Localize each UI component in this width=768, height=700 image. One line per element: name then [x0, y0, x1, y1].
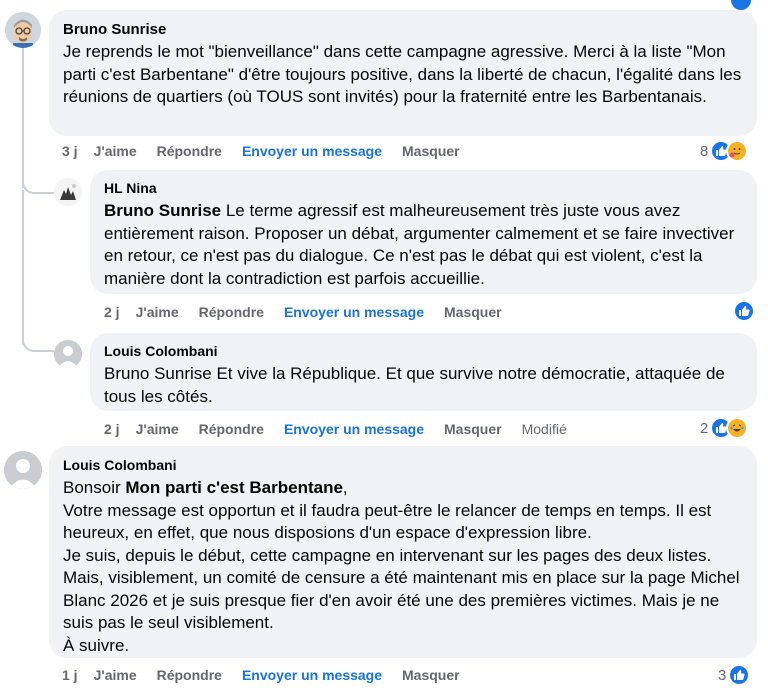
like-icon	[728, 664, 750, 686]
comment-bubble	[49, 446, 757, 658]
reply-button[interactable]: Répondre	[156, 143, 222, 159]
thread-line	[22, 190, 24, 345]
comment-bubble	[90, 170, 757, 294]
reactions[interactable]	[733, 300, 755, 322]
hide-button[interactable]: Masquer	[402, 143, 460, 159]
comment-actions	[104, 420, 587, 438]
thread-connector	[22, 180, 54, 194]
comment-author[interactable]: HL Nina	[104, 180, 157, 196]
comment-actions	[62, 142, 480, 160]
mention-link[interactable]: Bruno Sunrise	[104, 201, 222, 220]
comment-body: Le terme agressif est malheureusement très juste vous avez entièrement raison. Proposer un débat, argumenter calmement et se faire invectiver en retour, ce n'est pas du dialogue. Ce n'est pas le débat qui est violent, c'est la manière dont la contradiction est parfois accueillie.	[104, 201, 735, 288]
reaction-count: 2	[700, 419, 709, 437]
mention-link[interactable]: Mon parti c'est Barbentane	[125, 478, 343, 497]
reactions[interactable]	[718, 664, 750, 686]
reply-button[interactable]: Répondre	[198, 421, 264, 437]
avatar[interactable]	[54, 178, 82, 206]
paragraph: Votre message est opportun et il faudra peut-être le relancer de temps en temps. Il est heureux, en effet, que nous disposions d'un espace d'expression libre.	[63, 500, 712, 542]
comment-author[interactable]: Bruno Sunrise	[63, 21, 167, 38]
avatar[interactable]	[54, 340, 82, 368]
comment-text	[104, 200, 743, 290]
thread-connector	[22, 338, 54, 352]
comment-bubble	[90, 333, 757, 411]
send-message-button[interactable]: Envoyer un message	[241, 143, 383, 159]
hide-button[interactable]: Masquer	[444, 421, 502, 437]
like-button[interactable]: J'aime	[135, 304, 179, 320]
laugh-emoji-icon	[726, 417, 748, 439]
paragraph: Je suis, depuis le début, cette campagne en intervenant sur les pages des deux listes. Mais, visiblement, un comité de censure a été maintenant mis en place sur la page Michel Blanc 2026 et je suis presque fier d'en avoir été une des premières victimes. Mais je ne suis pas le seul visiblement.	[63, 545, 740, 632]
comment-text	[63, 477, 743, 657]
timestamp[interactable]: 3 j	[62, 143, 78, 159]
paragraph: À suivre.	[63, 635, 130, 655]
hide-button[interactable]: Masquer	[444, 304, 502, 320]
thread-line	[22, 48, 24, 188]
comment-actions	[104, 303, 522, 321]
send-message-button[interactable]: Envoyer un message	[283, 421, 425, 437]
like-icon	[733, 300, 755, 322]
like-button[interactable]: J'aime	[135, 421, 179, 437]
like-button[interactable]: J'aime	[93, 143, 137, 159]
reply-button[interactable]: Répondre	[198, 304, 264, 320]
reaction-count: 8	[700, 142, 709, 160]
like-button[interactable]: J'aime	[93, 667, 137, 683]
reactions[interactable]	[700, 140, 748, 162]
send-message-button[interactable]: Envoyer un message	[241, 667, 383, 683]
greeting: Bonsoir	[63, 478, 126, 497]
reply-button[interactable]: Répondre	[156, 667, 222, 683]
comment-text: Bruno Sunrise Et vive la République. Et que survive notre démocratie, attaquée de tous les côtés.	[104, 364, 725, 406]
timestamp[interactable]: 2 j	[104, 304, 120, 320]
reaction-count: 3	[718, 666, 727, 684]
timestamp[interactable]: 1 j	[62, 667, 78, 683]
timestamp[interactable]: 2 j	[104, 421, 120, 437]
comment-author[interactable]: Louis Colombani	[63, 457, 177, 473]
comment-author[interactable]: Louis Colombani	[104, 343, 218, 359]
reactions[interactable]	[700, 417, 748, 439]
send-message-button[interactable]: Envoyer un message	[283, 304, 425, 320]
hug-emoji-icon	[726, 140, 748, 162]
comment-text: Je reprends le mot "bienveillance" dans cette campagne agressive. Merci à la liste "Mon parti c'est Barbentane" d'être toujours positive, dans la liberté de chacun, l'égalité dans les réunions de quartiers (où TOUS sont invités) pour la fraternité entre les Barbentanais.	[63, 42, 742, 106]
hide-button[interactable]: Masquer	[402, 667, 460, 683]
edited-label[interactable]: Modifié	[521, 421, 567, 437]
avatar[interactable]	[5, 12, 41, 48]
comment-actions	[62, 666, 480, 684]
comment-bubble	[49, 10, 757, 136]
avatar[interactable]	[4, 451, 42, 489]
greeting-end: ,	[342, 478, 348, 497]
